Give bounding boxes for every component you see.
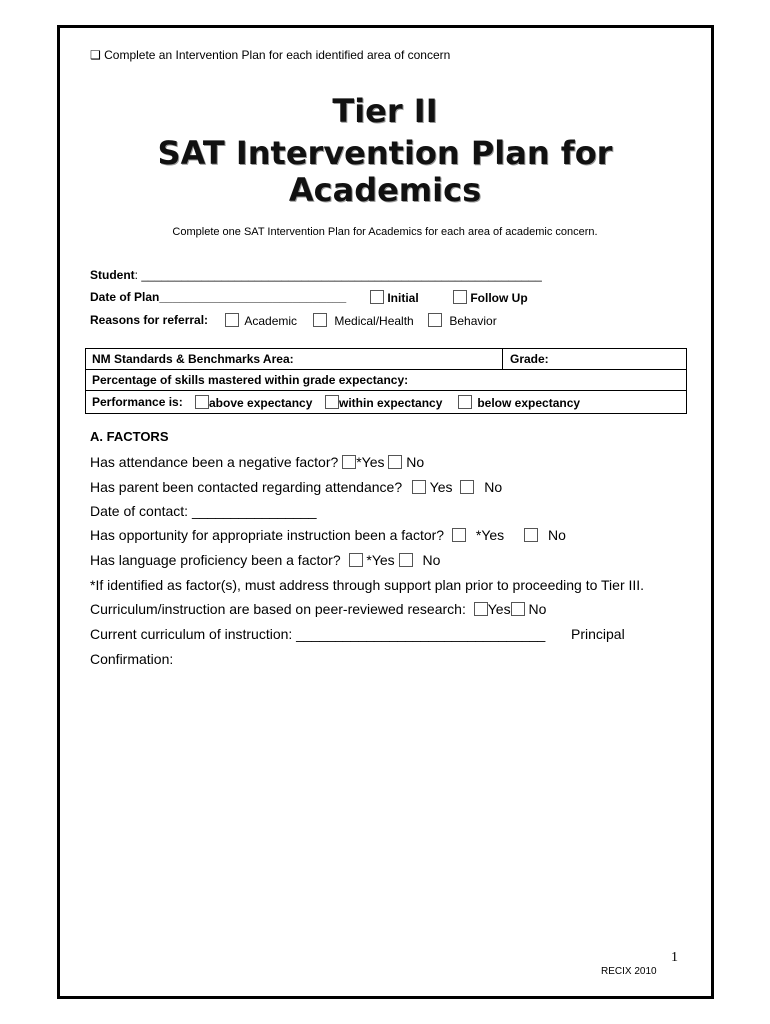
student-label: Student <box>90 268 135 282</box>
language-question: Has language proficiency been a factor? *Yes No <box>90 552 441 568</box>
title-line-1: Tier II <box>332 92 438 130</box>
parent-question: Has parent been contacted regarding attendance? Yes No <box>90 479 503 495</box>
reasons-label: Reasons for referral: <box>90 313 209 327</box>
student-input[interactable]: : ____________________________________________________________ <box>134 268 542 282</box>
attendance-no-checkbox[interactable] <box>388 455 402 469</box>
curriculum-yes-checkbox[interactable] <box>474 602 488 616</box>
table-divider <box>502 349 503 369</box>
attendance-yes-checkbox[interactable] <box>342 455 356 469</box>
standards-table <box>85 348 687 414</box>
parent-no-checkbox[interactable] <box>460 480 474 494</box>
reason-medical: Medical/Health <box>313 313 414 328</box>
page-number: 1 <box>671 950 678 965</box>
attendance-question: Has attendance been a negative factor? *Yes No <box>90 454 425 470</box>
language-yes-checkbox[interactable] <box>349 553 363 567</box>
opportunity-question: Has opportunity for appropriate instruction been a factor? *Yes No <box>90 527 566 543</box>
title-line-3: Academics <box>288 171 482 209</box>
behavior-checkbox[interactable] <box>428 313 442 327</box>
above-expectancy-option: above expectancy <box>195 395 312 410</box>
parent-yes-checkbox[interactable] <box>412 480 426 494</box>
below-expectancy-checkbox[interactable] <box>458 395 472 409</box>
standards-label: NM Standards & Benchmarks Area: <box>92 352 294 366</box>
standards-row <box>86 349 686 370</box>
student-row <box>90 268 542 282</box>
date-of-plan-input[interactable]: ____________________________ <box>159 290 347 304</box>
curriculum-no-checkbox[interactable] <box>511 602 525 616</box>
performance-label: Performance is: <box>92 395 183 409</box>
subtitle: Complete one SAT Intervention Plan for Academics for each area of academic concern. <box>172 226 598 238</box>
medical-checkbox[interactable] <box>313 313 327 327</box>
confirmation-label: Confirmation: <box>90 651 174 667</box>
principal-label: Principal <box>571 626 625 642</box>
initial-option <box>370 290 419 305</box>
reason-behavior: Behavior <box>428 313 497 328</box>
within-expectancy-checkbox[interactable] <box>325 395 339 409</box>
follow-up-option <box>453 290 528 305</box>
initial-checkbox[interactable] <box>370 290 384 304</box>
opportunity-yes-checkbox[interactable] <box>452 528 466 542</box>
follow-up-label: Follow Up <box>470 291 528 305</box>
header-note <box>90 48 450 62</box>
performance-row <box>86 391 686 413</box>
below-expectancy-option: below expectancy <box>458 395 580 410</box>
language-no-checkbox[interactable] <box>399 553 413 567</box>
header-note-text: Complete an Intervention Plan for each identified area of concern <box>104 48 451 62</box>
current-curriculum-input[interactable]: Current curriculum of instruction: ________________________________ <box>90 626 546 642</box>
footer-code: RECIX 2010 <box>601 966 657 977</box>
reasons-row <box>90 313 208 327</box>
checkbox-bullet-icon: ❑ <box>90 48 101 62</box>
above-expectancy-checkbox[interactable] <box>195 395 209 409</box>
percentage-row <box>86 370 686 391</box>
date-of-contact[interactable]: Date of contact: ________________ <box>90 503 317 519</box>
factors-note: *If identified as factor(s), must address through support plan prior to proceeding to Tier III. <box>90 577 645 593</box>
date-of-plan-label: Date of Plan____________________________ <box>90 290 347 304</box>
within-expectancy-option: within expectancy <box>325 395 442 410</box>
reason-academic: Academic <box>225 313 297 328</box>
follow-up-checkbox[interactable] <box>453 290 467 304</box>
initial-label: Initial <box>387 291 419 305</box>
grade-label: Grade: <box>510 352 549 366</box>
factors-heading: A. FACTORS <box>90 429 169 444</box>
curriculum-question: Curriculum/instruction are based on peer-reviewed research: Yes No <box>90 601 547 617</box>
opportunity-no-checkbox[interactable] <box>524 528 538 542</box>
title-line-2: SAT Intervention Plan for <box>157 134 613 172</box>
percentage-label: Percentage of skills mastered within grade expectancy: <box>92 373 409 387</box>
academic-checkbox[interactable] <box>225 313 239 327</box>
